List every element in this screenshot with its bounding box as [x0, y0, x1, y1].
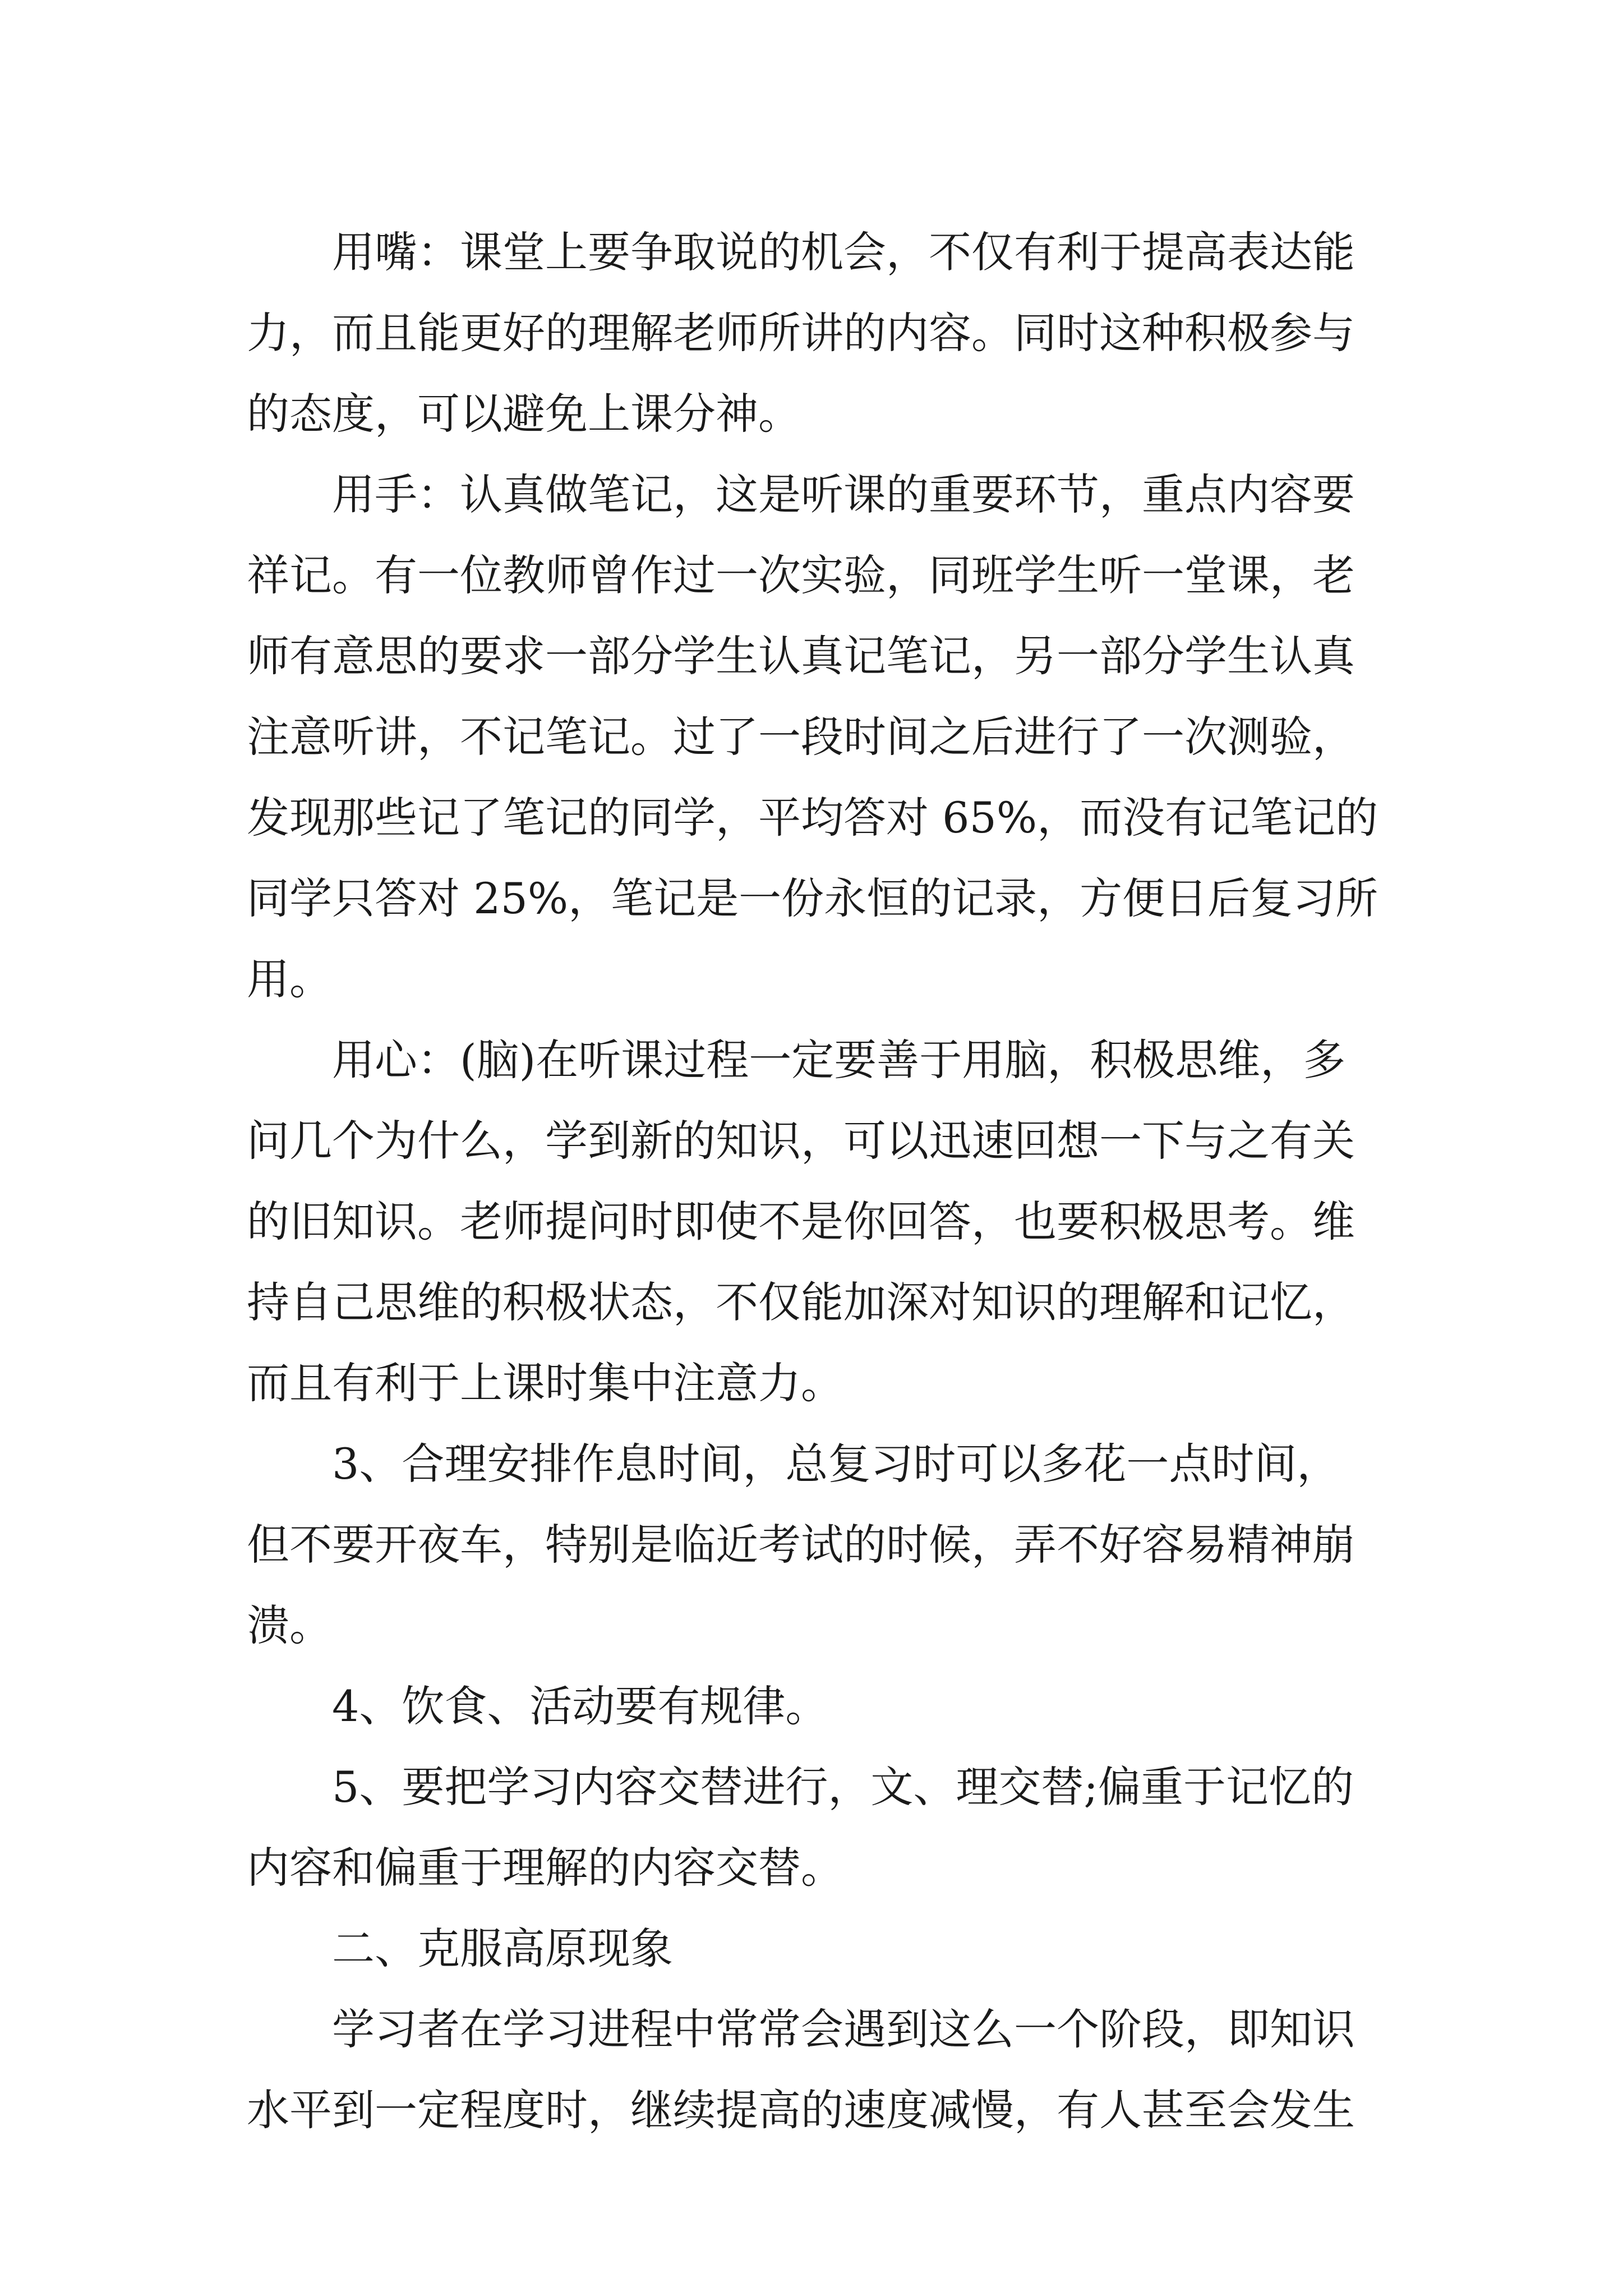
- paragraph-plateau: [247, 1989, 1380, 2151]
- text-line: 但不要开夜车，特别是临近考试的时候，弄不好容易精神崩: [247, 1520, 1355, 1570]
- text-line: 用。: [247, 954, 332, 1004]
- paragraph-item-3: [247, 1424, 1380, 1666]
- text-line: 发现那些记了笔记的同学，平均答对 65%，而没有记笔记的: [247, 793, 1378, 843]
- text-line: 用手：认真做笔记，这是听课的重要环节，重点内容要: [332, 470, 1355, 519]
- text-line: 4、饮食、活动要有规律。: [332, 1681, 828, 1731]
- paragraph-hand: [247, 454, 1380, 1020]
- text-line: 溃。: [247, 1600, 332, 1650]
- text-line: 而且有利于上课时集中注意力。: [247, 1358, 843, 1408]
- text-line: 用嘴：课堂上要争取说的机会，不仅有利于提高表达能: [332, 227, 1355, 277]
- paragraph-item-4: [247, 1666, 1380, 1747]
- text-line: 问几个为什么，学到新的知识，可以迅速回想一下与之有关: [247, 1116, 1355, 1166]
- text-line: 的态度，可以避免上课分神。: [247, 389, 801, 439]
- text-line: 注意听讲，不记笔记。过了一段时间之后进行了一次测验，: [247, 712, 1355, 762]
- text-line: 水平到一定程度时，继续提高的速度减慢，有人甚至会发生: [247, 2085, 1355, 2135]
- paragraph-mouth: [247, 212, 1380, 454]
- text-line: 5、要把学习内容交替进行，文、理交替;偏重于记忆的: [332, 1762, 1354, 1812]
- section-heading: [247, 1908, 1380, 1989]
- text-line: 内容和偏重于理解的内容交替。: [247, 1843, 843, 1893]
- text-line: 的旧知识。老师提问时即使不是你回答，也要积极思考。维: [247, 1197, 1355, 1246]
- text-line: 学习者在学习进程中常常会遇到这么一个阶段，即知识: [332, 2004, 1355, 2054]
- text-line: 用心：(脑)在听课过程一定要善于用脑，积极思维，多: [332, 1035, 1346, 1085]
- text-line: 师有意思的要求一部分学生认真记笔记，另一部分学生认真: [247, 631, 1355, 681]
- text-line: 3、合理安排作息时间，总复习时可以多花一点时间，: [332, 1439, 1340, 1489]
- body-text: [247, 212, 1380, 2151]
- text-line: 祥记。有一位教师曾作过一次实验，同班学生听一堂课，老: [247, 550, 1355, 600]
- text-line: 同学只答对 25%，笔记是一份永恒的记录，方便日后复习所: [247, 873, 1378, 923]
- paragraph-heart: [247, 1020, 1380, 1424]
- text-line: 力，而且能更好的理解老师所讲的内容。同时这种积极参与: [247, 308, 1355, 358]
- paragraph-item-5: [247, 1747, 1380, 1908]
- text-line: 二、克服高原现象: [332, 1924, 673, 1973]
- text-line: 持自己思维的积极状态，不仅能加深对知识的理解和记忆，: [247, 1277, 1355, 1327]
